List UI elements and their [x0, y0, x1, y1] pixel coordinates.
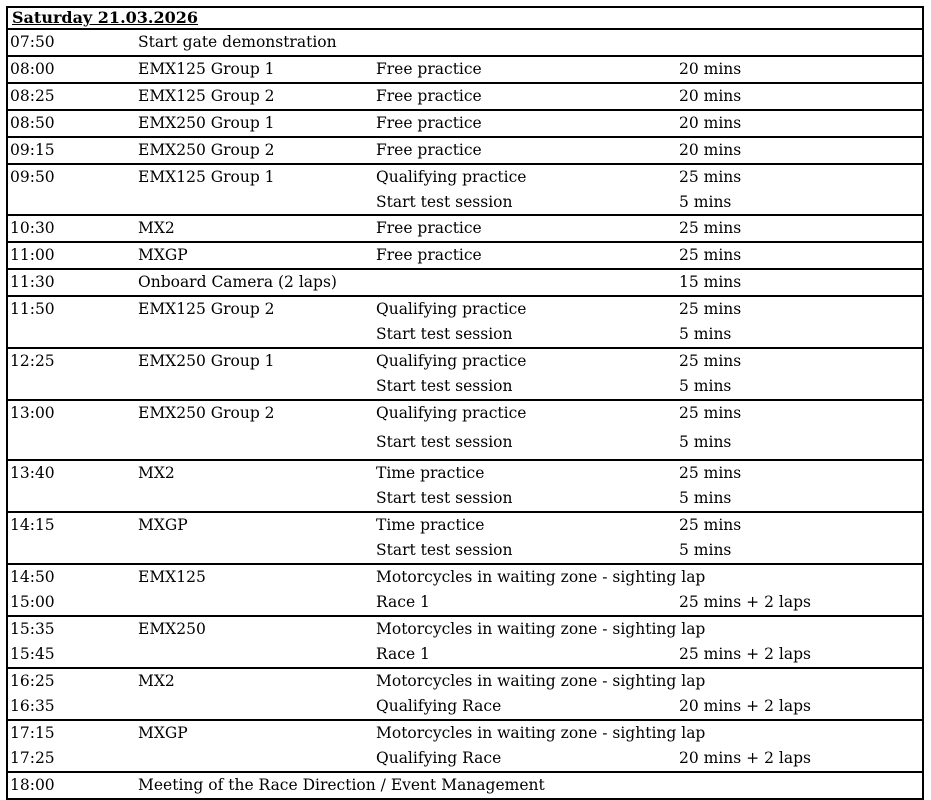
schedule-row: [8, 565, 922, 617]
class-cell: MX2: [138, 672, 175, 690]
schedule-line: [8, 669, 922, 694]
schedule-row: [8, 513, 922, 565]
class-cell: EMX250: [138, 620, 206, 638]
schedule-line: [8, 538, 922, 563]
duration-cell: 5 mins: [679, 433, 732, 451]
schedule-line: [8, 721, 922, 746]
schedule-row: [8, 216, 922, 243]
schedule-row: [8, 401, 922, 461]
time-cell: 16:35: [10, 697, 55, 715]
activity-cell: Time practice: [376, 464, 485, 482]
activity-cell: Free practice: [376, 141, 482, 159]
activity-cell: Start test session: [376, 377, 513, 395]
schedule-row: [8, 617, 922, 669]
class-cell: EMX125 Group 2: [138, 87, 275, 105]
activity-cell: Start test session: [376, 192, 513, 211]
time-cell: 12:25: [10, 352, 55, 370]
activity-cell: Start test session: [376, 325, 513, 343]
time-cell: 13:00: [10, 404, 55, 422]
duration-cell: 20 mins: [679, 60, 742, 78]
schedule-line: [8, 746, 922, 771]
schedule-line: [8, 216, 922, 241]
activity-cell: Start test session: [376, 541, 513, 559]
activity-cell: Qualifying practice: [376, 168, 527, 186]
schedule-line: [8, 773, 922, 798]
schedule-row: [8, 270, 922, 297]
duration-cell: 25 mins: [679, 516, 742, 534]
duration-cell: 20 mins: [679, 141, 742, 159]
schedule-line: [8, 190, 922, 215]
class-cell: Start gate demonstration: [138, 33, 337, 51]
time-cell: 17:25: [10, 749, 55, 767]
time-cell: 11:30: [10, 273, 55, 291]
activity-cell: Race 1: [376, 645, 430, 663]
schedule-row: [8, 30, 922, 57]
duration-cell: 15 mins: [679, 273, 742, 291]
duration-cell: 5 mins: [679, 489, 732, 507]
duration-cell: 20 mins: [679, 87, 742, 105]
duration-cell: 20 mins + 2 laps: [679, 749, 811, 767]
activity-cell: Motorcycles in waiting zone - sighting lap: [376, 724, 706, 742]
class-cell: EMX250 Group 2: [138, 141, 275, 159]
schedule-line: [8, 138, 922, 163]
class-cell: EMX125 Group 2: [138, 300, 275, 318]
duration-cell: 25 mins: [679, 464, 742, 482]
activity-cell: Qualifying practice: [376, 300, 527, 318]
schedule-line: [8, 57, 922, 82]
schedule-table: [6, 6, 924, 800]
time-cell: 15:35: [10, 620, 55, 638]
activity-cell: Qualifying practice: [376, 352, 527, 370]
schedule-rows: [8, 30, 922, 798]
activity-cell: Qualifying Race: [376, 749, 502, 767]
schedule-line: [8, 84, 922, 109]
duration-cell: 5 mins: [679, 192, 732, 211]
activity-cell: Free practice: [376, 87, 482, 105]
schedule-line: [8, 349, 922, 374]
schedule-row: [8, 669, 922, 721]
class-cell: MXGP: [138, 516, 188, 534]
activity-cell: Free practice: [376, 114, 482, 132]
activity-cell: Free practice: [376, 246, 482, 264]
class-cell: MXGP: [138, 246, 188, 264]
schedule-row: [8, 111, 922, 138]
class-cell: MX2: [138, 464, 175, 482]
time-cell: 08:00: [10, 60, 55, 78]
schedule-line: [8, 401, 922, 430]
activity-cell: Start test session: [376, 489, 513, 507]
schedule-line: [8, 590, 922, 615]
schedule-line: [8, 270, 922, 295]
schedule-line: [8, 322, 922, 347]
time-cell: 11:50: [10, 300, 55, 318]
class-cell: EMX250 Group 2: [138, 404, 275, 422]
activity-cell: Start test session: [376, 433, 513, 451]
duration-cell: 5 mins: [679, 325, 732, 343]
time-cell: 09:15: [10, 141, 55, 159]
time-cell: 07:50: [10, 33, 55, 51]
schedule-row: [8, 243, 922, 270]
duration-cell: 25 mins + 2 laps: [679, 593, 811, 611]
time-cell: 14:15: [10, 516, 55, 534]
time-cell: 13:40: [10, 464, 55, 482]
time-cell: 09:50: [10, 168, 55, 186]
schedule-date-header: [8, 8, 922, 30]
activity-cell: Motorcycles in waiting zone - sighting lap: [376, 672, 706, 690]
schedule-row: [8, 721, 922, 773]
class-cell: EMX250 Group 1: [138, 114, 275, 132]
activity-cell: Qualifying Race: [376, 697, 502, 715]
schedule-line: [8, 430, 922, 459]
schedule-line: [8, 243, 922, 268]
time-cell: 14:50: [10, 568, 55, 586]
schedule-row: [8, 773, 922, 798]
schedule-line: [8, 694, 922, 719]
duration-cell: 25 mins: [679, 246, 742, 264]
duration-cell: 5 mins: [679, 541, 732, 559]
schedule-line: [8, 513, 922, 538]
duration-cell: 25 mins + 2 laps: [679, 645, 811, 663]
time-cell: 16:25: [10, 672, 55, 690]
class-cell: EMX250 Group 1: [138, 352, 275, 370]
activity-cell: Motorcycles in waiting zone - sighting lap: [376, 620, 706, 638]
duration-cell: 5 mins: [679, 377, 732, 395]
class-cell: EMX125 Group 1: [138, 168, 275, 186]
activity-cell: Time practice: [376, 516, 485, 534]
duration-cell: 25 mins: [679, 300, 742, 318]
schedule-line: [8, 111, 922, 136]
schedule-row: [8, 165, 922, 216]
time-cell: 18:00: [10, 776, 55, 794]
schedule-line: [8, 461, 922, 486]
activity-cell: Motorcycles in waiting zone - sighting lap: [376, 568, 706, 586]
class-cell: MX2: [138, 219, 175, 237]
activity-cell: Qualifying practice: [376, 404, 527, 422]
schedule-date-title: Saturday 21.03.2026: [12, 8, 198, 27]
time-cell: 11:00: [10, 246, 55, 264]
class-cell: Onboard Camera (2 laps): [138, 273, 337, 291]
schedule-line: [8, 642, 922, 667]
class-cell: Meeting of the Race Direction / Event Management: [138, 776, 545, 794]
duration-cell: 25 mins: [679, 219, 742, 237]
time-cell: 17:15: [10, 724, 55, 742]
schedule-line: [8, 165, 922, 190]
activity-cell: Free practice: [376, 60, 482, 78]
schedule-row: [8, 84, 922, 111]
duration-cell: 25 mins: [679, 352, 742, 370]
class-cell: MXGP: [138, 724, 188, 742]
duration-cell: 25 mins: [679, 404, 742, 422]
time-cell: 15:00: [10, 593, 55, 611]
activity-cell: Free practice: [376, 219, 482, 237]
schedule-row: [8, 461, 922, 513]
schedule-line: [8, 486, 922, 511]
duration-cell: 20 mins: [679, 114, 742, 132]
schedule-row: [8, 138, 922, 165]
schedule-line: [8, 617, 922, 642]
schedule-line: [8, 374, 922, 399]
class-cell: EMX125 Group 1: [138, 60, 275, 78]
schedule-row: [8, 57, 922, 84]
schedule-row: [8, 349, 922, 401]
duration-cell: 20 mins + 2 laps: [679, 697, 811, 715]
time-cell: 08:50: [10, 114, 55, 132]
schedule-line: [8, 565, 922, 590]
schedule-row: [8, 297, 922, 349]
schedule-line: [8, 297, 922, 322]
time-cell: 10:30: [10, 219, 55, 237]
time-cell: 08:25: [10, 87, 55, 105]
time-cell: 15:45: [10, 645, 55, 663]
activity-cell: Race 1: [376, 593, 430, 611]
schedule-line: [8, 30, 922, 55]
class-cell: EMX125: [138, 568, 206, 586]
duration-cell: 25 mins: [679, 168, 742, 186]
